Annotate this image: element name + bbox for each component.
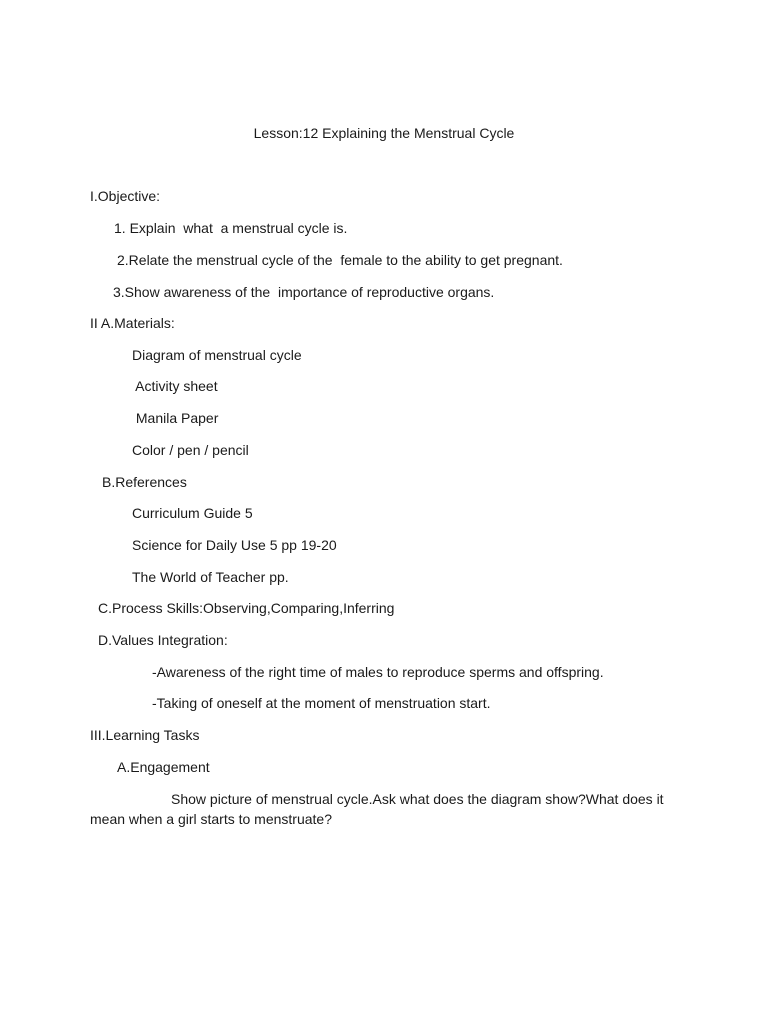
materials-item-1: Diagram of menstrual cycle xyxy=(132,347,302,363)
materials-item-3: Manila Paper xyxy=(132,410,219,426)
objective-item-3: 3.Show awareness of the importance of reproductive organs. xyxy=(113,284,495,300)
materials-item-4: Color / pen / pencil xyxy=(132,442,249,458)
engagement-paragraph xyxy=(90,789,675,829)
references-item-3: The World of Teacher pp. xyxy=(132,569,289,585)
references-item-2: Science for Daily Use 5 pp 19-20 xyxy=(132,537,337,553)
learning-tasks-heading: III.Learning Tasks xyxy=(90,727,200,743)
objective-item-2: 2.Relate the menstrual cycle of the female to the ability to get pregnant. xyxy=(117,252,563,268)
values-item-1: -Awareness of the right time of males to reproduce sperms and offspring. xyxy=(152,664,604,680)
process-skills: C.Process Skills:Observing,Comparing,Inferring xyxy=(98,600,395,616)
objective-heading: I.Objective: xyxy=(90,188,161,204)
materials-heading: II A.Materials: xyxy=(90,315,175,331)
values-item-2: -Taking of oneself at the moment of menstruation start. xyxy=(152,695,491,711)
engagement-heading: A.Engagement xyxy=(117,759,210,775)
references-heading: B.References xyxy=(102,474,187,490)
references-item-1: Curriculum Guide 5 xyxy=(132,505,253,521)
materials-item-2: Activity sheet xyxy=(132,378,218,394)
objective-item-1: 1. Explain what a menstrual cycle is. xyxy=(114,220,348,236)
lesson-title: Lesson:12 Explaining the Menstrual Cycle xyxy=(253,125,515,141)
values-heading: D.Values Integration: xyxy=(98,632,228,648)
engagement-text: Show picture of menstrual cycle.Ask what does the diagram show?What does it mean when a girl starts to menstruate? xyxy=(90,791,664,827)
